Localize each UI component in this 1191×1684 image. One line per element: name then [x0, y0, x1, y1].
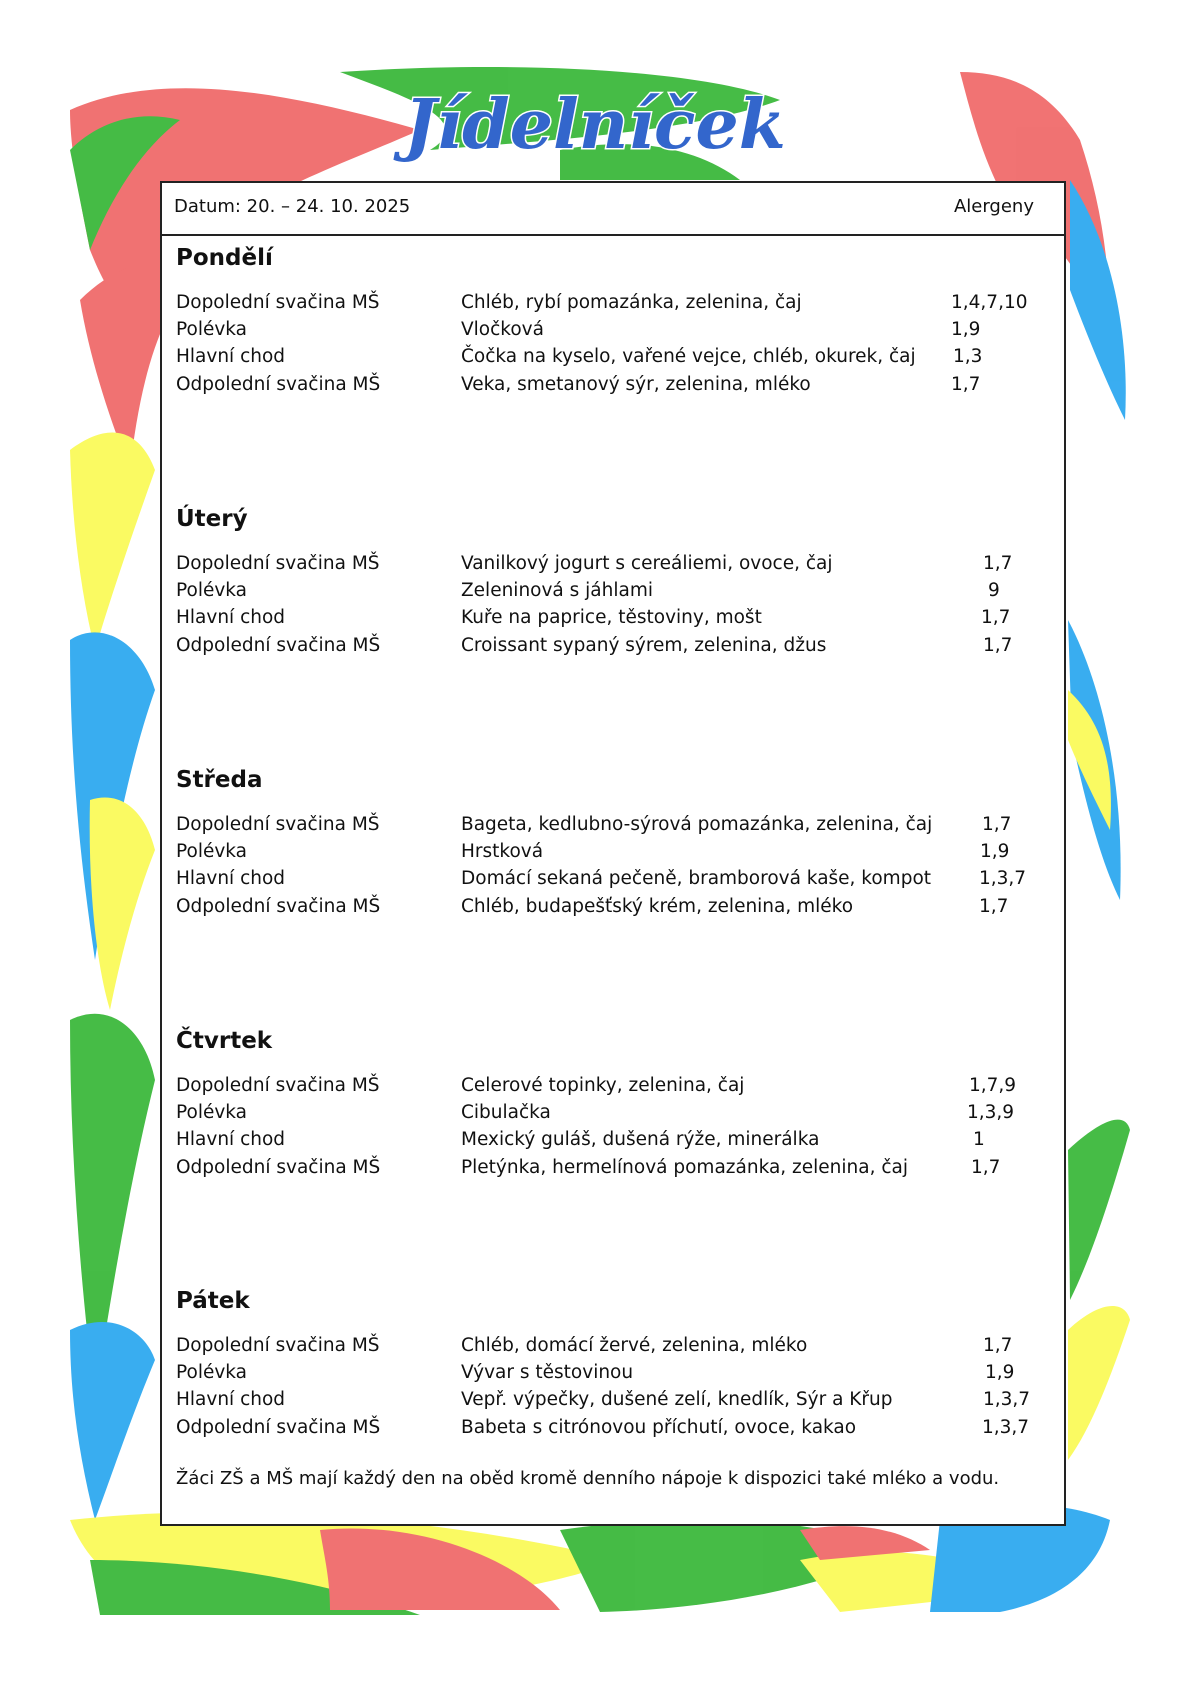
meal-label: Polévka: [176, 1102, 248, 1124]
menu-row: [176, 632, 1056, 659]
allergen-codes: 1,7: [982, 814, 1012, 835]
food-description: Kuře na paprice, těstoviny, mošt: [461, 607, 762, 629]
menu-row: [176, 1386, 1056, 1413]
allergen-codes: 1: [973, 1129, 985, 1151]
allergen-codes: 1,3,7: [982, 1416, 1030, 1438]
meal-label: Polévka: [176, 580, 248, 602]
meal-label: Hlavní chod: [176, 1129, 286, 1151]
menu-row: [176, 604, 1056, 631]
day-section-wednesday: [176, 765, 1056, 920]
menu-row: [176, 1332, 1056, 1359]
meal-label: Odpolední svačina MŠ: [176, 1156, 381, 1178]
meal-label: Dopolední svačina MŠ: [176, 553, 380, 574]
menu-table: [160, 181, 1066, 1526]
menu-row: [176, 343, 1056, 370]
food-description: Vločková: [461, 319, 544, 341]
meal-label: Hlavní chod: [176, 868, 286, 890]
date-header-row: [162, 183, 1064, 236]
allergen-codes: 1,7: [983, 1335, 1013, 1356]
food-description: Vývar s těstovinou: [461, 1362, 634, 1384]
meal-label: Polévka: [176, 1362, 248, 1384]
food-description: Cibulačka: [461, 1102, 551, 1124]
allergen-codes: 1,3,7: [979, 868, 1027, 890]
meal-label: Polévka: [176, 319, 248, 341]
food-description: Zeleninová s jáhlami: [461, 580, 654, 602]
allergen-codes: 9: [988, 580, 1000, 602]
allergen-codes: 1,4,7,10: [951, 292, 1028, 313]
day-section-monday: [176, 243, 1056, 398]
day-title: Čtvrtek: [176, 1028, 273, 1054]
day-title: Pondělí: [176, 245, 273, 271]
menu-row: [176, 1072, 1056, 1099]
meal-label: Dopolední svačina MŠ: [176, 292, 380, 313]
allergen-codes: 1,3,9: [967, 1102, 1015, 1124]
menu-row: [176, 1359, 1056, 1386]
allergen-codes: 1,9: [980, 841, 1010, 863]
day-section-tuesday: [176, 504, 1056, 659]
menu-title-text: Jídelníček: [404, 85, 786, 165]
menu-row: [176, 865, 1056, 892]
food-description: Chléb, rybí pomazánka, zelenina, čaj: [461, 292, 802, 313]
meal-label: Odpolední svačina MŠ: [176, 634, 381, 656]
allergen-codes: 1,3,7: [983, 1389, 1031, 1411]
allergen-codes: 1,7: [983, 553, 1013, 574]
menu-row: [176, 550, 1056, 577]
food-description: Čočka na kyselo, vařené vejce, chléb, okurek, čaj: [461, 346, 916, 368]
menu-row: [176, 838, 1056, 865]
footer-note: Žáci ZŠ a MŠ mají každý den na oběd kromě denního nápoje k dispozici také mléko a vodu.: [176, 1468, 1000, 1489]
meal-label: Dopolední svačina MŠ: [176, 1335, 380, 1356]
allergen-codes: 1,7,9: [969, 1075, 1017, 1096]
allergen-codes: 1,7: [979, 895, 1009, 917]
meal-label: Polévka: [176, 841, 248, 863]
food-description: Chléb, domácí žervé, zelenina, mléko: [461, 1335, 808, 1356]
allergens-header: Alergeny: [953, 196, 1034, 217]
food-description: Babeta s citrónovou příchutí, ovoce, kakao: [461, 1416, 857, 1438]
menu-row: [176, 1099, 1056, 1126]
meal-label: Hlavní chod: [176, 607, 286, 629]
date-range: Datum: 20. – 24. 10. 2025: [174, 196, 411, 217]
meal-label: Dopolední svačina MŠ: [176, 814, 380, 835]
allergen-codes: 1,7: [981, 607, 1011, 629]
menu-row: [176, 811, 1056, 838]
food-description: Croissant sypaný sýrem, zelenina, džus: [461, 634, 827, 656]
meal-label: Dopolední svačina MŠ: [176, 1075, 380, 1096]
allergen-codes: 1,7: [983, 634, 1013, 656]
menu-row: [176, 316, 1056, 343]
food-description: Vepř. výpečky, dušené zelí, knedlík, Sýr a Křup: [461, 1389, 893, 1411]
food-description: Domácí sekaná pečeně, bramborová kaše, kompot: [461, 868, 932, 890]
menu-row: [176, 371, 1056, 398]
day-title: Pátek: [176, 1288, 250, 1314]
allergen-codes: 1,3: [953, 346, 983, 368]
day-title: Úterý: [176, 506, 248, 532]
food-description: Pletýnka, hermelínová pomazánka, zelenina, čaj: [461, 1156, 908, 1178]
meal-label: Odpolední svačina MŠ: [176, 895, 381, 917]
menu-row: [176, 893, 1056, 920]
day-title: Středa: [176, 767, 263, 793]
allergen-codes: 1,9: [985, 1362, 1015, 1384]
menu-row: [176, 1154, 1056, 1181]
day-section-friday: [176, 1286, 1056, 1441]
meal-label: Hlavní chod: [176, 1389, 286, 1411]
menu-title: [360, 78, 830, 168]
food-description: Mexický guláš, dušená rýže, minerálka: [461, 1129, 820, 1151]
menu-row: [176, 577, 1056, 604]
meal-label: Odpolední svačina MŠ: [176, 373, 381, 395]
food-description: Vanilkový jogurt s cereáliemi, ovoce, čaj: [461, 553, 833, 574]
menu-row: [176, 289, 1056, 316]
day-section-thursday: [176, 1026, 1056, 1181]
allergen-codes: 1,7: [951, 373, 981, 395]
food-description: Hrstková: [461, 841, 544, 863]
meal-label: Odpolední svačina MŠ: [176, 1416, 381, 1438]
food-description: Chléb, budapešťský krém, zelenina, mléko: [461, 895, 854, 917]
menu-row: [176, 1126, 1056, 1153]
menu-row: [176, 1414, 1056, 1441]
food-description: Veka, smetanový sýr, zelenina, mléko: [461, 373, 811, 395]
food-description: Bageta, kedlubno-sýrová pomazánka, zelenina, čaj: [461, 814, 933, 835]
food-description: Celerové topinky, zelenina, čaj: [461, 1075, 745, 1096]
allergen-codes: 1,9: [951, 319, 981, 341]
meal-label: Hlavní chod: [176, 346, 286, 368]
allergen-codes: 1,7: [971, 1156, 1001, 1178]
